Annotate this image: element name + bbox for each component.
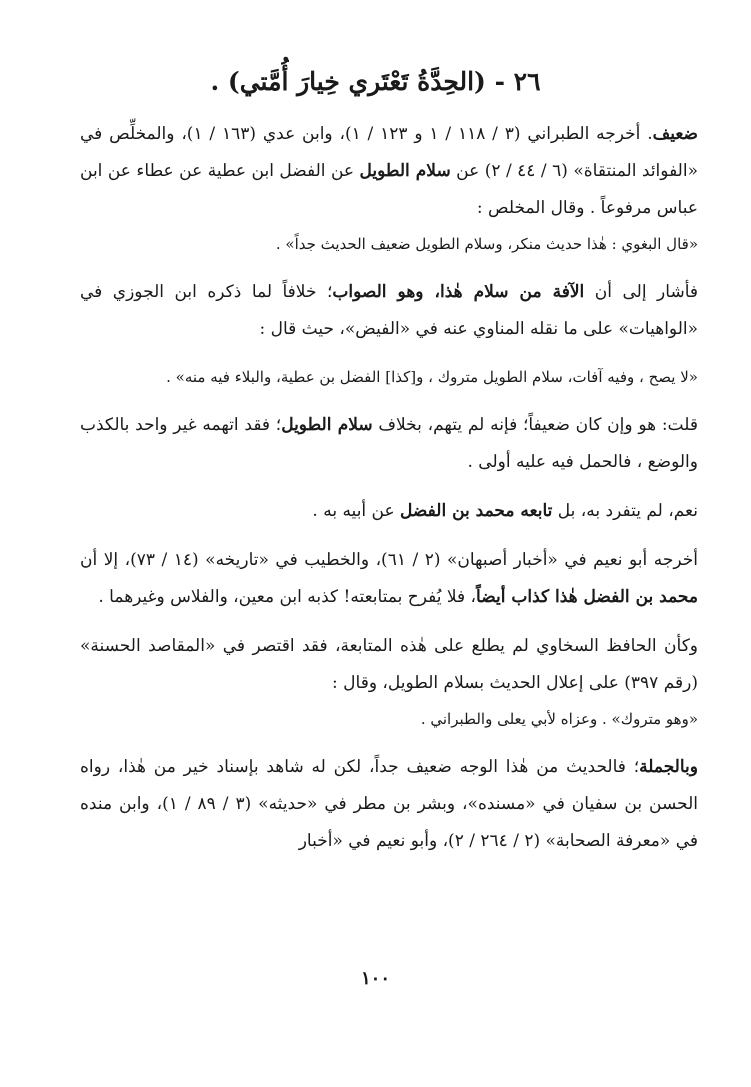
paragraph-7-bold: محمد بن الفضل هٰذا كذاب أيضاً xyxy=(476,587,698,607)
paragraph-10-text: ؛ فالحديث من هٰذا الوجه ضعيف جداً، لكن له شاهد بإسناد خير من هٰذا، رواه الحسن بن سفيان في «مسنده»، وبشر بن مطر في «حديثه» (٣ / ٨٩ / ١)، وابن منده في «معرفة الصحابة» (٢ / ٢٦٤ / ٢)، وأبو نعيم في «أخبار xyxy=(80,757,698,851)
paragraph-3 xyxy=(80,274,698,348)
quote-baghawi-text: «قال البغوي : هٰذا حديث منكر، وسلام الطويل ضعيف الحديث جداً» . xyxy=(275,235,698,253)
quote-ibn-jawzi-text: «لا يصح ، وفيه آفات، سلام الطويل متروك ، و[كذا] الفضل بن عطية، والبلاء فيه منه» . xyxy=(166,368,698,386)
paragraph-5-text-b: ؛ فقد اتهمه غير واحد بالكذب والوضع ، فالحمل فيه عليه أولى . xyxy=(80,415,698,472)
paragraph-3-bold: الآفة من سلام هٰذا، وهو الصواب xyxy=(332,282,585,302)
quote-ibn-jawzi xyxy=(80,360,698,395)
paragraph-8-text: وكأن الحافظ السخاوي لم يطلع على هٰذه المتابعة، فقد اقتصر في «المقاصد الحسنة» (رقم ٣٩٧) على إعلال الحديث بسلام الطويل، وقال : xyxy=(80,636,698,693)
quote-sakhawi xyxy=(80,702,698,737)
paragraph-10-bold: وبالجملة xyxy=(639,757,698,777)
paragraph-1-text-b: عن الفضل ابن عطية عن عطاء عن ابن عباس مرفوعاً . وقال المخلص : xyxy=(80,161,698,218)
paragraph-6-text-a: نعم، لم يتفرد به، بل xyxy=(552,501,698,521)
paragraph-1-bold: سلام الطويل xyxy=(359,161,451,181)
page-body xyxy=(80,116,698,860)
paragraph-6-text-b: عن أبيه به . xyxy=(312,501,401,521)
hadith-title: ٢٦ - (الحِدَّةُ تَعْتَري خِيارَ أُمَّتي) . xyxy=(210,67,541,96)
paragraph-5 xyxy=(80,407,698,481)
quote-sakhawi-text: «وهو متروك» . وعزاه لأبي يعلى والطبراني . xyxy=(420,710,698,728)
page-number: ١٠٠ xyxy=(360,968,390,989)
paragraph-7-text-a: أخرجه أبو نعيم في «أخبار أصبهان» (٢ / ٦١)، والخطيب في «تاريخه» (١٤ / ٧٣)، إلا أن xyxy=(80,550,698,570)
paragraph-3-text-a: فأشار إلى أن xyxy=(584,282,698,302)
paragraph-7-text-b: ، فلا يُفرح بمتابعته! كذبه ابن معين، والفلاس وغيرهما . xyxy=(98,587,477,607)
grading-label: ضعيف xyxy=(652,124,698,144)
paragraph-7 xyxy=(80,542,698,616)
paragraph-5-bold: سلام الطويل xyxy=(281,415,373,435)
paragraph-10 xyxy=(80,749,698,860)
paragraph-6-bold: تابعه محمد بن الفضل xyxy=(400,501,553,521)
paragraph-8 xyxy=(80,628,698,702)
paragraph-6 xyxy=(80,493,698,530)
paragraph-1-text-a: . أخرجه الطبراني (٣ / ١١٨ / ١ و ١٢٣ / ١)، وابن عدي (١٦٣ / ١)، والمخلِّص في «الفوائد المنتقاة» (٦ / ٤٤ / ٢) عن xyxy=(80,124,698,181)
quote-baghawi xyxy=(80,227,698,262)
paragraph-1 xyxy=(80,116,698,227)
paragraph-3-text-b: ؛ خلافاً لما ذكره ابن الجوزي في «الواهيات» على ما نقله المناوي عنه في «الفيض»، حيث قال : xyxy=(80,282,698,339)
paragraph-5-text-a: قلت: هو وإن كان ضعيفاً؛ فإنه لم يتهم، بخلاف xyxy=(372,415,699,435)
